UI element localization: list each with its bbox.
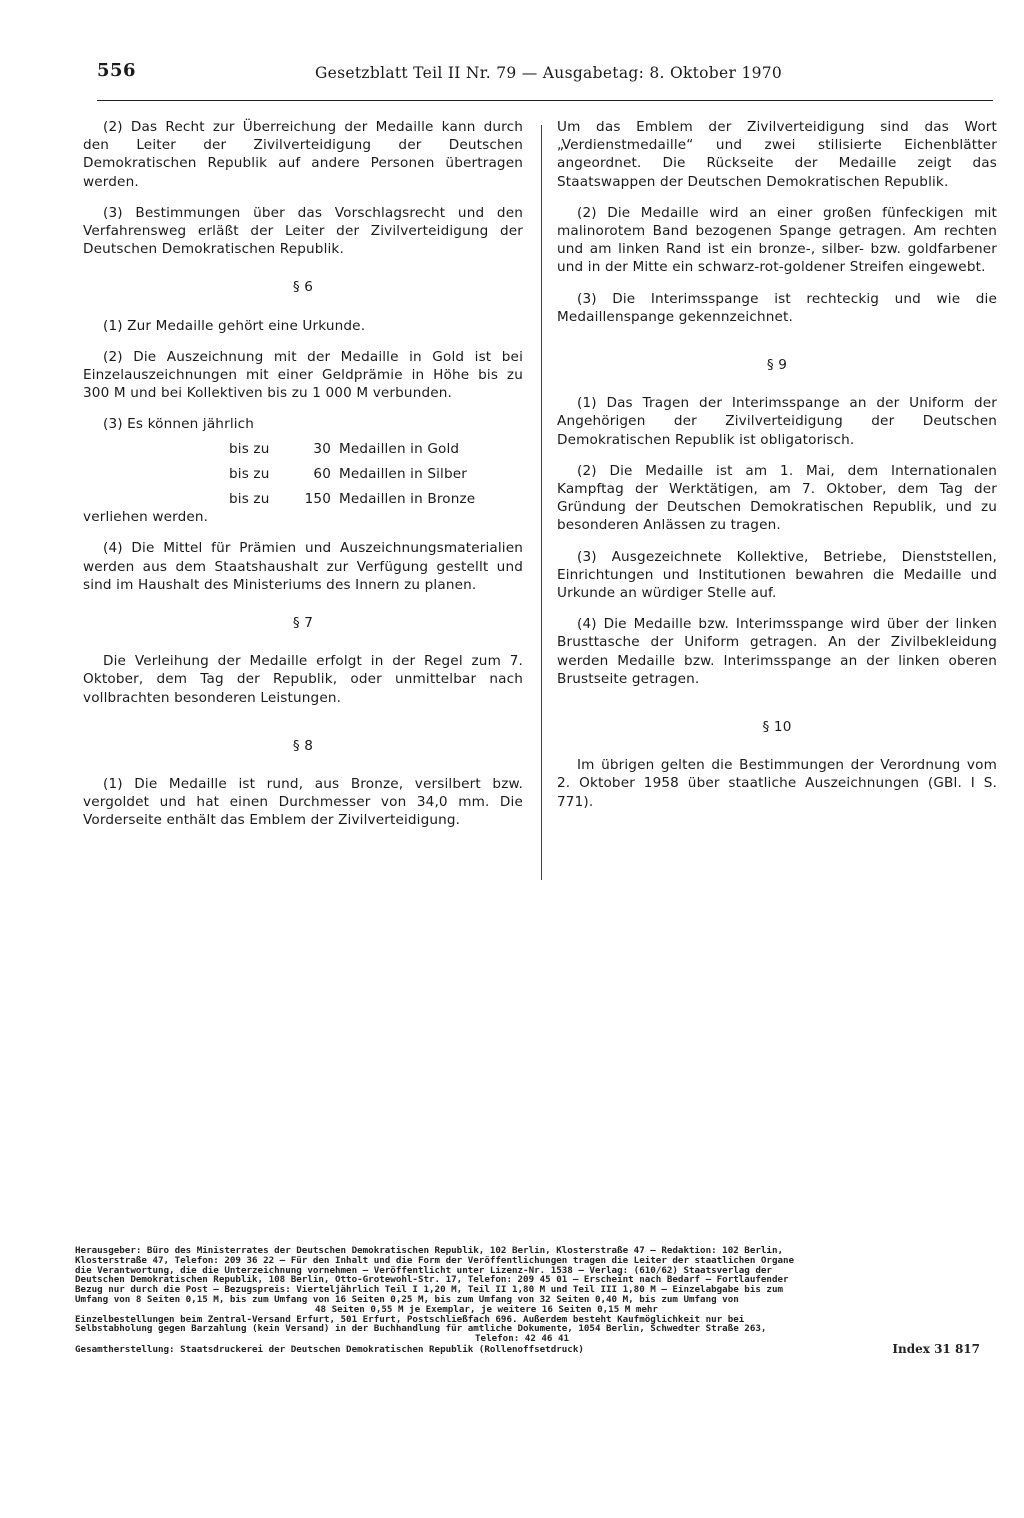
section-heading: § 6 — [292, 279, 314, 296]
paragraph: (4) Die Medaille bzw. Interimsspange wird über der linken Brusttasche der Uniform getragen. An der Zivilbekleidung werden Medaille bzw. Interimsspange an der linken oberen Brustseite getragen. — [557, 616, 997, 687]
quota-count: 30 — [313, 440, 331, 457]
paragraph: (2) Das Recht zur Überreichung der Medaille kann durch den Leiter der Zivilverteidigung der Deutschen Demokratischen Republik auf andere Personen übertragen werden. — [83, 119, 523, 190]
imprint-line: 48 Seiten 0,55 M je Exemplar, je weitere 16 Seiten 0,15 M mehr — [315, 1304, 658, 1315]
printer-line: Gesamtherstellung: Staatsdruckerei der Deutschen Demokratischen Republik (Rollenoffsetdruck) — [75, 1343, 584, 1355]
paragraph: (1) Zur Medaille gehört eine Urkunde. — [103, 317, 366, 334]
paragraph: (2) Die Medaille ist am 1. Mai, dem Internationalen Kampftag der Werktätigen, am 7. Oktober, dem Tag der Gründung der Deutschen Demokratischen Republik, und zu besonderen Anlässen zu tragen. — [557, 462, 997, 534]
paragraph: Um das Emblem der Zivilverteidigung sind das Wort „Verdienstmedaille“ und zwei stilisierte Eichenblätter angeordnet. Die Rückseite der Medaille zeigt das Staatswappen der Deutschen Demokratischen Republik. — [557, 119, 997, 190]
quota-prefix: bis zu — [229, 465, 270, 482]
imprint-line: Deutschen Demokratischen Republik, 108 Berlin, Otto-Grotewohl-Str. 17, Telefon: 209 45 01 – Erscheint nach Bedarf – Fortlaufender — [75, 1275, 789, 1286]
imprint-footer — [75, 1246, 980, 1355]
paragraph: (3) Bestimmungen über das Vorschlagsrecht und den Verfahrensweg erläßt der Leiter der Zivilverteidigung der Deutschen Demokratischen Republik. — [83, 204, 523, 258]
imprint-line: die Verantwortung, die die Unterzeichnung vornehmen – Veröffentlicht unter Lizenz-Nr. 1538 – Verlag: (610/62) Staatsverlag der — [75, 1265, 772, 1276]
left-column — [83, 118, 523, 843]
paragraph: (3) Ausgezeichnete Kollektive, Betriebe, Dienststellen, Einrichtungen und Institutionen bewahren die Medaille und Urkunde an würdiger Stelle auf. — [557, 548, 997, 602]
imprint-line: Umfang von 8 Seiten 0,15 M, bis zum Umfang von 16 Seiten 0,25 M, bis zum Umfang von 32 Seiten 0,40 M, bis zum Umfang von — [75, 1294, 739, 1305]
paragraph: (1) Die Medaille ist rund, aus Bronze, versilbert bzw. vergoldet und hat einen Durchmesser von 34,0 mm. Die Vorderseite enthält das Emblem der Zivilverteidigung. — [83, 776, 523, 829]
section-heading: § 7 — [292, 615, 314, 632]
imprint-line: Klosterstraße 47, Telefon: 209 36 22 – Für den Inhalt und die Form der Veröffentlichungen tragen die Leiter der staatlichen Organe — [75, 1255, 795, 1266]
column-divider — [541, 125, 542, 880]
paragraph: (3) Es können jährlich — [103, 416, 255, 433]
right-column — [557, 118, 997, 824]
paragraph: (1) Das Tragen der Interimsspange an der Uniform der Angehörigen der Zivilverteidigung der Deutschen Demokratischen Republik ist obligatorisch. — [557, 395, 997, 448]
quota-text: Medaillen in Bronze — [339, 491, 476, 508]
imprint-line: Herausgeber: Büro des Ministerrates der Deutschen Demokratischen Republik, 102 Berlin, Klosterstraße 47 – Redaktion: 102 Berlin, — [75, 1246, 784, 1256]
paragraph: Im übrigen gelten die Bestimmungen der Verordnung vom 2. Oktober 1958 über staatliche Auszeichnungen (GBl. I S. 771). — [557, 757, 997, 810]
paragraph: (2) Die Auszeichnung mit der Medaille in Gold ist bei Einzelauszeichnungen mit einer Geldprämie in Höhe bis zu 300 M und bei Kollektiven bis zu 1 000 M verbunden. — [83, 348, 523, 402]
section-heading: § 9 — [766, 357, 788, 374]
paragraph: (4) Die Mittel für Prämien und Auszeichnungsmaterialien werden aus dem Staatshaushalt zur Verfügung gestellt und sind im Haushalt des Ministeriums des Innern zu planen. — [83, 540, 523, 593]
imprint-line: Bezug nur durch die Post – Bezugspreis: Vierteljährlich Teil I 1,20 M, Teil II 1,80 M und Teil III 1,80 M – Einzelabgabe bis zum — [75, 1285, 784, 1295]
quota-row — [229, 490, 523, 508]
quota-row — [229, 440, 523, 458]
medal-quota-list — [83, 440, 523, 509]
header-title: Gesetzblatt Teil II Nr. 79 — Ausgabetag: 8. Oktober 1970 — [315, 64, 783, 82]
paragraph: (3) Die Interimsspange ist rechteckig und wie die Medaillenspange gekennzeichnet. — [557, 290, 997, 325]
imprint-phone: Telefon: 42 46 41 — [475, 1334, 570, 1344]
index-number: Index 31 817 — [892, 1341, 980, 1356]
quota-text: Medaillen in Silber — [339, 465, 468, 482]
section-heading: § 8 — [292, 737, 314, 754]
quota-text: Medaillen in Gold — [339, 440, 460, 457]
paragraph: (2) Die Medaille wird an einer großen fünfeckigen mit malinorotem Band bezogenen Spange getragen. Am rechten und am linken Rand ist ein bronze-, silber- bzw. goldfarbener und in der Mitte ein schwarz-rot-goldener Streifen eingewebt. — [557, 204, 997, 276]
quota-count: 60 — [313, 465, 331, 482]
imprint-bottom-row — [75, 1341, 980, 1356]
imprint-line: Einzelbestellungen beim Zentral-Versand Erfurt, 501 Erfurt, Postschließfach 696. Außerdem besteht Kaufmöglichkeit nur bei — [75, 1314, 745, 1325]
quota-count: 150 — [304, 491, 331, 508]
quota-prefix: bis zu — [229, 440, 270, 457]
quota-prefix: bis zu — [229, 491, 270, 508]
quota-row — [229, 465, 523, 483]
section-heading: § 10 — [762, 719, 792, 736]
paragraph: Die Verleihung der Medaille erfolgt in der Regel zum 7. Oktober, dem Tag der Republik, oder unmittelbar nach vollbrachten besonderen Leistungen. — [83, 653, 523, 706]
page-header — [97, 60, 993, 101]
paragraph: verliehen werden. — [83, 509, 209, 526]
imprint-line: Selbstabholung gegen Barzahlung (kein Versand) in der Buchhandlung für amtliche Dokumente, 1054 Berlin, Schwedter Straße 263, — [75, 1324, 767, 1335]
page-number: 556 — [97, 60, 137, 81]
